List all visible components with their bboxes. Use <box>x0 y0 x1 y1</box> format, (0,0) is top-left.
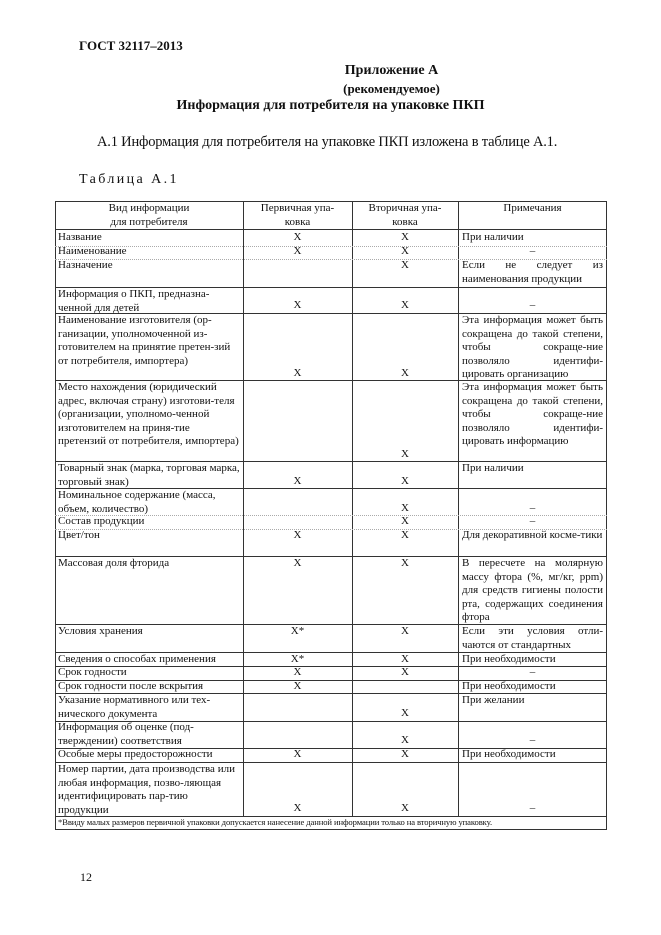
row-notes: Если эти условия отли-чаются от стандартных <box>462 625 603 651</box>
header-info-type <box>58 202 240 229</box>
row-secondary: X <box>401 502 409 514</box>
row-secondary: X <box>401 367 409 379</box>
row-primary: X <box>293 245 302 257</box>
row-notes: – <box>529 245 536 257</box>
row-info: Массовая доля фторида <box>58 557 170 569</box>
row-primary: X <box>293 802 302 814</box>
row-secondary: X <box>401 557 409 569</box>
header-primary-packaging <box>244 202 351 229</box>
row-info: Место нахождения (юридический адрес, включая страну) изготови-теля (организации, уполномо-ченной изготовителем на приня-тие претензий от потребителя, импортера) <box>58 381 239 448</box>
column-divider <box>243 201 244 816</box>
row-notes: В пересчете на молярную массу фтора (%, мг/кг, ppm) для средств гигиены полости рта, содержащих соединения фтора <box>462 557 603 624</box>
row-primary: X <box>293 529 302 541</box>
row-notes: Для декоративной косме-тики <box>462 529 603 541</box>
row-primary: X <box>293 557 302 569</box>
row-notes: При необходимости <box>462 748 556 760</box>
row-secondary: X <box>401 802 409 814</box>
row-notes: При необходимости <box>462 653 556 665</box>
row-notes: При наличии <box>462 462 524 474</box>
appendix-title: Приложение А <box>344 63 439 78</box>
row-secondary: X <box>401 515 409 527</box>
header-notes: Примечания <box>503 202 562 214</box>
appendix-subject: Информация для потребителя на упаковке ПКП <box>176 98 485 113</box>
row-info: Информация об оценке (под-тверждении) соответствия <box>58 721 194 747</box>
row-notes: – <box>529 299 536 311</box>
header-line: ковка <box>392 215 418 228</box>
row-secondary: X <box>401 475 409 487</box>
row-secondary: X <box>401 748 409 760</box>
row-primary: X <box>293 475 302 487</box>
row-info: Срок годности после вскрытия <box>58 680 204 692</box>
row-notes: Эта информация может быть сокращена до такой степени, чтобы сокраще-ние позволяло идентифи-цировать информацию <box>462 381 603 448</box>
table-caption: Таблица А.1 <box>79 172 179 187</box>
standard-id: ГОСТ 32117–2013 <box>79 38 183 53</box>
row-info: Цвет/тон <box>58 529 100 541</box>
row-info: Номер партии, дата производства или любая информация, позво-ляющая идентифицировать пар-тию продукции <box>58 763 235 816</box>
row-notes: – <box>529 502 536 514</box>
row-notes: – <box>529 802 536 814</box>
row-notes: При желании <box>462 694 525 706</box>
row-secondary: X <box>401 625 409 637</box>
header-secondary-packaging <box>353 202 457 229</box>
row-info: Товарный знак (марка, торговая марка, торговый знак) <box>58 462 240 488</box>
row-primary: X <box>293 231 302 243</box>
row-info: Особые меры предосторожности <box>58 748 213 760</box>
row-primary: X* <box>290 625 305 637</box>
row-secondary: X <box>401 707 409 719</box>
table-footnote: *Ввиду малых размеров первичной упаковки допускается нанесение данной информации только на вторичную упаковку. <box>58 817 493 827</box>
appendix-status: (рекомендуемое) <box>343 81 440 96</box>
row-notes: – <box>529 515 536 527</box>
row-secondary: X <box>401 734 409 746</box>
row-info: Наименование изготовителя (ор-ганизации, уполномоченной из-готовителем на принятие претен-зий от потребителя, импортера) <box>58 314 231 367</box>
row-primary: X <box>293 680 302 692</box>
row-notes: При наличии <box>462 231 524 243</box>
row-info: Срок годности <box>58 666 127 678</box>
header-line: ковка <box>284 215 311 228</box>
intro-paragraph: А.1 Информация для потребителя на упаковке ПКП изложена в таблице А.1. <box>97 134 558 150</box>
row-secondary: X <box>401 231 409 243</box>
row-primary: X* <box>290 653 305 665</box>
row-notes: – <box>529 734 536 746</box>
row-info: Номинальное содержание (масса, объем, количество) <box>58 489 216 515</box>
page-number: 12 <box>80 870 92 884</box>
row-primary: X <box>293 367 302 379</box>
row-primary: X <box>293 666 302 678</box>
row-info: Название <box>58 231 102 243</box>
row-info: Указание нормативного или тех-нического документа <box>58 694 211 720</box>
row-notes: При необходимости <box>462 680 556 692</box>
row-primary: X <box>293 299 302 311</box>
header-line: Вторичная упа- <box>368 202 442 214</box>
row-secondary: X <box>401 666 409 678</box>
header-line: для потребителя <box>110 215 188 228</box>
row-info: Информация о ПКП, предназна-ченной для детей <box>58 288 210 314</box>
column-divider <box>458 201 459 816</box>
row-info: Состав продукции <box>58 515 145 527</box>
row-notes: – <box>529 666 536 678</box>
row-info: Назначение <box>58 259 113 271</box>
row-notes: Если не следует из наименования продукции <box>462 259 603 285</box>
row-secondary: X <box>401 299 409 311</box>
row-primary: X <box>293 748 302 760</box>
header-line: Первичная упа- <box>260 202 335 214</box>
row-secondary: X <box>401 529 409 541</box>
row-secondary: X <box>401 448 409 460</box>
row-info: Сведения о способах применения <box>58 653 216 665</box>
row-secondary: X <box>401 259 409 271</box>
row-secondary: X <box>401 245 409 257</box>
header-line: Вид информации <box>108 202 190 214</box>
row-info: Наименование <box>58 245 127 257</box>
row-info: Условия хранения <box>58 625 143 637</box>
row-notes: Эта информация может быть сокращена до такой степени, чтобы сокраще-ние позволяло идентифи-цировать организацию <box>462 314 603 381</box>
row-secondary: X <box>401 653 409 665</box>
